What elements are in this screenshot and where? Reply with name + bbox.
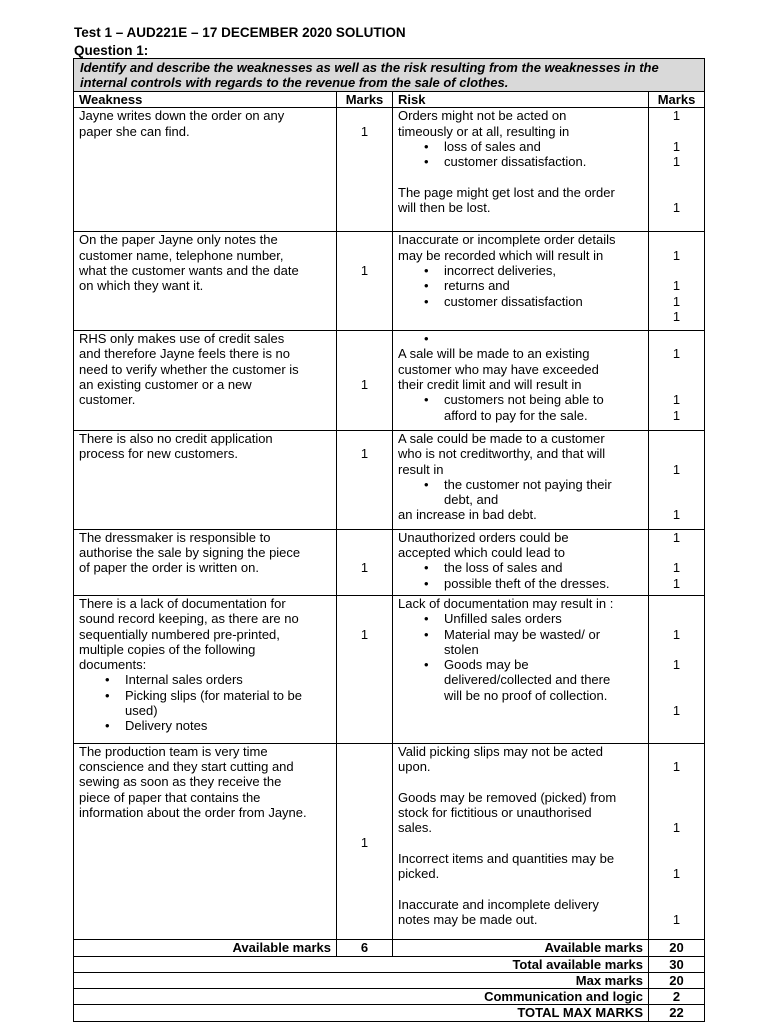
text-line: Valid picking slips may not be acted xyxy=(398,743,603,759)
text-line: of paper the order is written on. xyxy=(79,560,259,576)
text-line: The dressmaker is responsible to xyxy=(79,529,271,545)
bullet-continuation: will be no proof of collection. xyxy=(444,687,608,703)
weakness-marks-cell xyxy=(337,529,393,595)
bullet-item xyxy=(398,331,643,346)
bullet-item: • customers not being able to xyxy=(398,392,643,407)
risk-cell xyxy=(393,743,649,940)
bullet-item: • Delivery notes xyxy=(79,718,331,733)
bullet-continuation: stolen xyxy=(444,641,479,657)
text-line xyxy=(398,881,643,896)
text-line xyxy=(398,774,643,789)
bullet-item: • customer dissatisfaction. xyxy=(398,154,643,169)
bullet-item: • Picking slips (for material to be xyxy=(79,688,331,703)
bullet-continuation: afford to pay for the sale. xyxy=(444,407,588,423)
risk-mark xyxy=(654,377,699,392)
risk-mark xyxy=(654,492,699,507)
header-row xyxy=(74,92,705,108)
weakness-mark: 1 xyxy=(360,123,369,139)
risk-mark: 1 xyxy=(672,108,681,124)
risk-mark xyxy=(654,331,699,346)
text-line: result in xyxy=(398,461,444,477)
risk-mark: 1 xyxy=(672,308,681,324)
risk-marks-cell xyxy=(649,331,705,431)
text-line: customer. xyxy=(79,392,136,408)
available-marks-label: Available marks xyxy=(74,940,337,956)
bullet-item: • Material may be wasted/ or xyxy=(398,627,643,642)
risk-mark: 1 xyxy=(672,626,681,642)
risk-mark xyxy=(654,688,699,703)
total-label: Max marks xyxy=(74,972,649,988)
total-row xyxy=(74,956,705,972)
bullet-item: • customer dissatisfaction xyxy=(398,294,643,309)
weakness-cell xyxy=(74,743,337,940)
risk-mark: 1 xyxy=(672,758,681,774)
total-value: 2 xyxy=(649,989,705,1005)
text-line: who is not creditworthy, and that will xyxy=(398,446,606,462)
text-line: authorise the sale by signing the piece xyxy=(79,545,301,561)
weakness-mark: 1 xyxy=(360,626,369,642)
weakness-marks-cell xyxy=(337,108,393,232)
risk-mark: 1 xyxy=(672,293,681,309)
text-line: may be recorded which will result in xyxy=(398,247,604,263)
weakness-marks-cell xyxy=(337,232,393,331)
bullet-continuation: debt, and xyxy=(444,492,499,508)
risk-marks-cell xyxy=(649,529,705,595)
total-row xyxy=(74,972,705,988)
text-line: The page might get lost and the order xyxy=(398,184,615,200)
weakness-mark: 1 xyxy=(360,835,369,851)
risk-mark xyxy=(654,835,699,850)
risk-mark xyxy=(654,596,699,611)
text-line: sound record keeping, as there are no xyxy=(79,611,299,627)
weakness-mark: 1 xyxy=(360,446,369,462)
risk-mark: 1 xyxy=(672,200,681,216)
text-line: paper she can find. xyxy=(79,123,190,139)
risk-marks-cell xyxy=(649,108,705,232)
text-line: There is also no credit application xyxy=(79,430,273,446)
risk-marks-cell xyxy=(649,743,705,940)
risk-mark: 1 xyxy=(672,575,681,591)
text-line xyxy=(398,169,643,184)
risk-cell xyxy=(393,430,649,529)
risk-mark: 1 xyxy=(672,138,681,154)
risk-mark: 1 xyxy=(672,866,681,882)
bullet-item: • Goods may be xyxy=(398,657,643,672)
risk-mark xyxy=(654,851,699,866)
text-line: Goods may be removed (picked) from xyxy=(398,789,617,805)
table-row xyxy=(74,595,705,743)
weakness-cell xyxy=(74,108,337,232)
text-line: an increase in bad debt. xyxy=(398,507,537,523)
text-line: Orders might not be acted on xyxy=(398,108,567,124)
document-title: Test 1 – AUD221E – 17 DECEMBER 2020 SOLUTION xyxy=(74,25,406,40)
risk-mark xyxy=(654,477,699,492)
text-line: process for new customers. xyxy=(79,446,238,462)
text-line: Jayne writes down the order on any xyxy=(79,108,285,124)
available-risk-marks: 20 xyxy=(649,940,705,956)
risk-mark: 1 xyxy=(672,529,681,545)
text-line: on which they want it. xyxy=(79,278,204,294)
risk-mark: 1 xyxy=(672,278,681,294)
text-line: an existing customer or a new xyxy=(79,377,252,393)
total-value: 30 xyxy=(649,956,705,972)
weakness-cell xyxy=(74,595,337,743)
risk-mark xyxy=(654,881,699,896)
risk-mark: 1 xyxy=(672,407,681,423)
weakness-mark: 1 xyxy=(360,560,369,576)
bullet-item: • Internal sales orders xyxy=(79,672,331,687)
text-line: what the customer wants and the date xyxy=(79,262,299,278)
risk-mark xyxy=(654,169,699,184)
text-line: their credit limit and will result in xyxy=(398,377,582,393)
risk-mark: 1 xyxy=(672,703,681,719)
risk-mark: 1 xyxy=(672,392,681,408)
question-label: Question 1: xyxy=(74,43,149,58)
weakness-cell xyxy=(74,430,337,529)
risk-mark: 1 xyxy=(672,560,681,576)
weakness-cell xyxy=(74,232,337,331)
text-line: sewing as soon as they receive the xyxy=(79,774,282,790)
text-line: customer name, telephone number, xyxy=(79,247,284,263)
risk-header: Risk xyxy=(393,92,649,108)
text-line xyxy=(398,835,643,850)
risk-mark: 1 xyxy=(672,657,681,673)
risk-mark xyxy=(654,897,699,912)
risk-marks-cell xyxy=(649,430,705,529)
risk-mark: 1 xyxy=(672,247,681,263)
risk-mark xyxy=(654,263,699,278)
risk-mark xyxy=(654,774,699,789)
text-line: stock for fictitious or unauthorised xyxy=(398,804,592,820)
risk-mark xyxy=(654,611,699,626)
text-line: Unauthorized orders could be xyxy=(398,529,569,545)
text-line: sequentially numbered pre-printed, xyxy=(79,626,280,642)
risk-mark xyxy=(654,124,699,139)
total-label: TOTAL MAX MARKS xyxy=(74,1005,649,1021)
total-value: 22 xyxy=(649,1005,705,1021)
weakness-marks-cell xyxy=(337,595,393,743)
bullet-continuation: used) xyxy=(125,703,158,719)
risk-mark: 1 xyxy=(672,507,681,523)
weakness-marks-header: Marks xyxy=(337,92,393,108)
text-line: upon. xyxy=(398,758,431,774)
text-line: picked. xyxy=(398,866,440,882)
text-line: need to verify whether the customer is xyxy=(79,361,299,377)
bullet-item: • the customer not paying their xyxy=(398,477,643,492)
risk-cell xyxy=(393,108,649,232)
text-line: multiple copies of the following xyxy=(79,641,256,657)
text-line: accepted which could lead to xyxy=(398,545,565,561)
risk-mark xyxy=(654,446,699,461)
text-line: timeously or at all, resulting in xyxy=(398,123,570,139)
table-row xyxy=(74,108,705,232)
risk-mark xyxy=(654,362,699,377)
table-row xyxy=(74,743,705,940)
risk-mark xyxy=(654,185,699,200)
risk-mark xyxy=(654,744,699,759)
text-line: conscience and they start cutting and xyxy=(79,758,294,774)
weakness-header: Weakness xyxy=(74,92,337,108)
risk-marks-cell xyxy=(649,595,705,743)
text-line: Incorrect items and quantities may be xyxy=(398,850,615,866)
text-line: sales. xyxy=(398,820,432,836)
risk-marks-cell xyxy=(649,232,705,331)
text-line: There is a lack of documentation for xyxy=(79,595,286,611)
text-line: A sale will be made to an existing xyxy=(398,346,590,362)
text-line: information about the order from Jayne. xyxy=(79,804,307,820)
weakness-mark: 1 xyxy=(360,377,369,393)
total-label: Total available marks xyxy=(74,956,649,972)
weakness-cell xyxy=(74,529,337,595)
risk-cell xyxy=(393,331,649,431)
bullet-continuation: delivered/collected and there xyxy=(444,672,611,688)
table-row xyxy=(74,331,705,431)
risk-mark xyxy=(654,642,699,657)
text-line: A sale could be made to a customer xyxy=(398,430,605,446)
text-line: will then be lost. xyxy=(398,200,491,216)
available-marks-row xyxy=(74,940,705,956)
total-row xyxy=(74,1005,705,1021)
text-line: notes may be made out. xyxy=(398,911,538,927)
risk-mark: 1 xyxy=(672,346,681,362)
risk-cell xyxy=(393,232,649,331)
risk-mark: 1 xyxy=(672,154,681,170)
bullet-item: • loss of sales and xyxy=(398,139,643,154)
total-value: 20 xyxy=(649,972,705,988)
text-line: Lack of documentation may result in : xyxy=(398,595,614,611)
text-line: Inaccurate and incomplete delivery xyxy=(398,896,599,912)
text-line: piece of paper that contains the xyxy=(79,789,261,805)
text-line: RHS only makes use of credit sales xyxy=(79,331,285,347)
risk-mark xyxy=(654,545,699,560)
risk-mark: 1 xyxy=(672,911,681,927)
risk-marks-header: Marks xyxy=(649,92,705,108)
risk-mark xyxy=(654,805,699,820)
bullet-item: • returns and xyxy=(398,278,643,293)
bullet-item: • possible theft of the dresses. xyxy=(398,576,643,591)
risk-cell xyxy=(393,595,649,743)
weakness-mark: 1 xyxy=(360,262,369,278)
risk-cell xyxy=(393,529,649,595)
text-line: customer who may have exceeded xyxy=(398,361,599,377)
available-risk-label: Available marks xyxy=(393,940,649,956)
risk-mark xyxy=(654,232,699,247)
table-row xyxy=(74,232,705,331)
risk-mark xyxy=(654,790,699,805)
text-line: Inaccurate or incomplete order details xyxy=(398,232,616,248)
weakness-marks-cell xyxy=(337,430,393,529)
text-line: On the paper Jayne only notes the xyxy=(79,232,278,248)
weakness-cell xyxy=(74,331,337,431)
risk-mark: 1 xyxy=(672,820,681,836)
available-weakness-marks: 6 xyxy=(337,940,393,956)
weakness-marks-cell xyxy=(337,331,393,431)
bullet-item: • the loss of sales and xyxy=(398,560,643,575)
bullet-item: • Unfilled sales orders xyxy=(398,611,643,626)
table-row xyxy=(74,430,705,529)
total-label: Communication and logic xyxy=(74,989,649,1005)
risk-mark xyxy=(654,672,699,687)
weakness-marks-cell xyxy=(337,743,393,940)
text-line: and therefore Jayne feels there is no xyxy=(79,346,291,362)
text-line: The production team is very time xyxy=(79,743,268,759)
total-row xyxy=(74,989,705,1005)
risk-mark: 1 xyxy=(672,461,681,477)
solution-table xyxy=(73,58,705,1022)
risk-mark xyxy=(654,431,699,446)
text-line: documents: xyxy=(79,657,147,673)
instruction-text: Identify and describe the weaknesses as well as the risk resulting from the weaknesses in the internal controls with regards to the revenue from the sale of clothes. xyxy=(74,59,705,92)
bullet-item: • incorrect deliveries, xyxy=(398,263,643,278)
table-row xyxy=(74,529,705,595)
